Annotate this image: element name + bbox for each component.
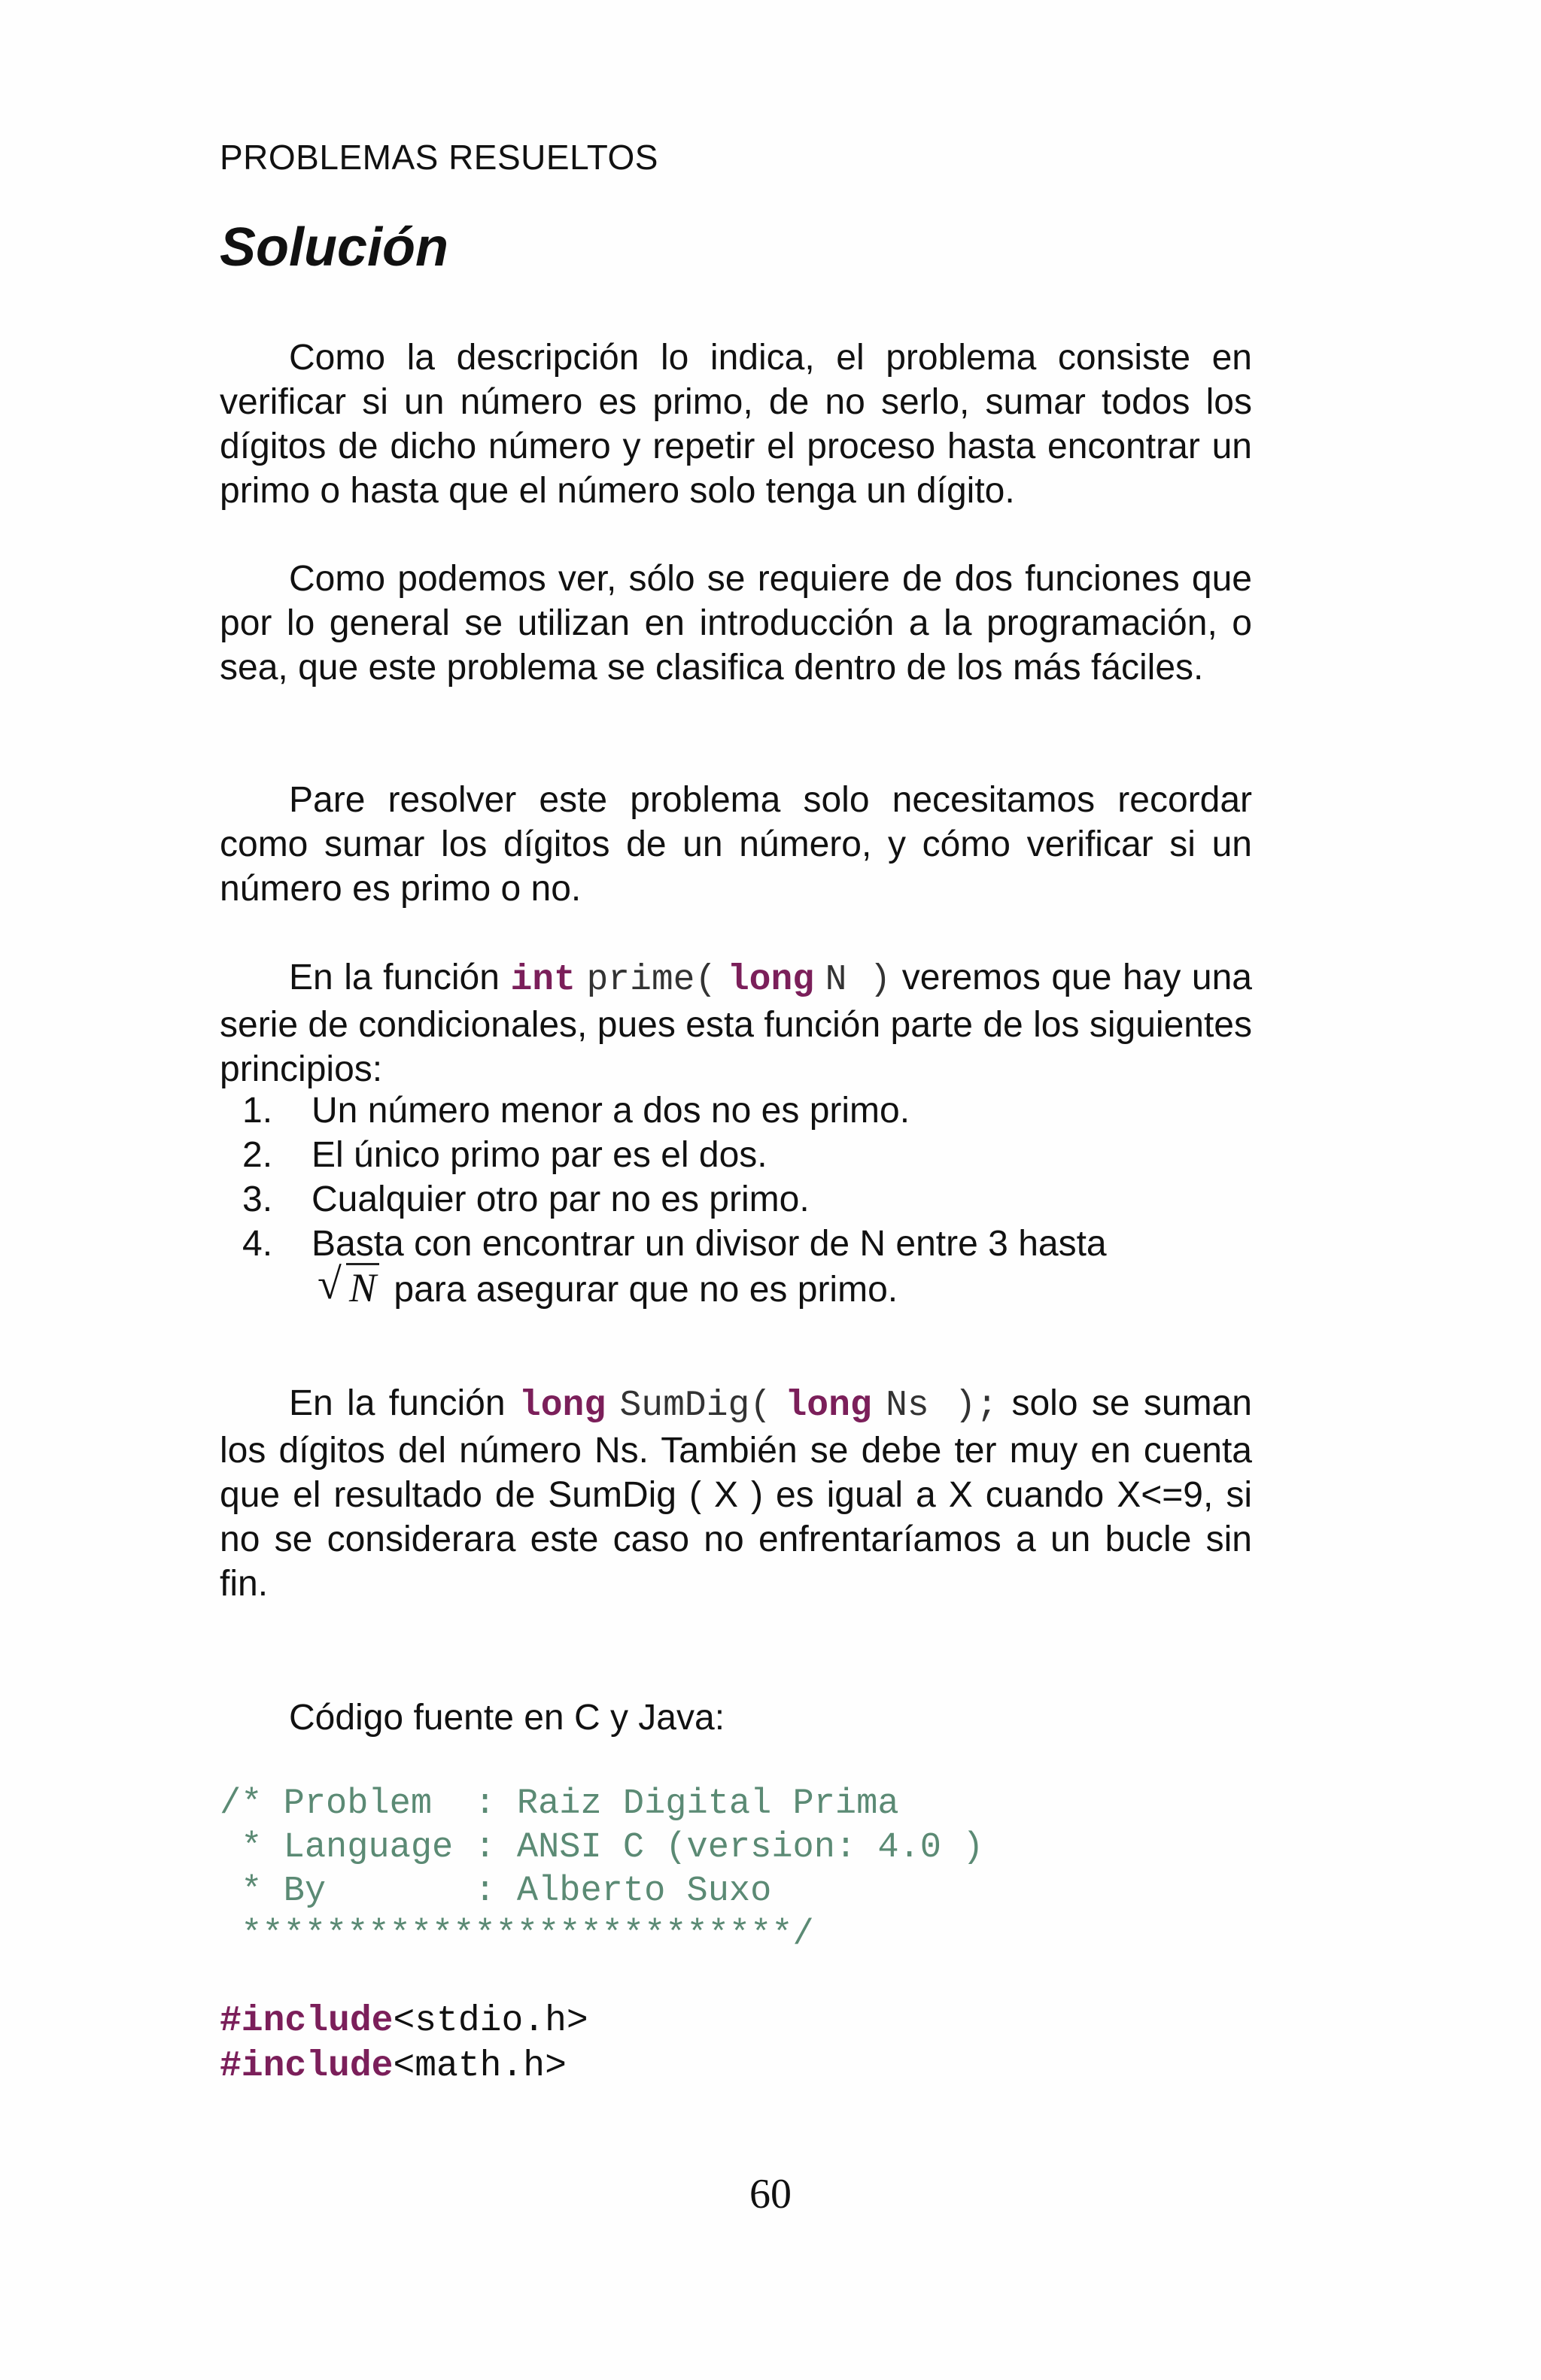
running-header: PROBLEMAS RESUELTOS (220, 138, 658, 177)
include-line-2: #include<math.h> (220, 2046, 567, 2087)
list-item: 1. Un número menor a dos no es primo. (242, 1091, 910, 1131)
list-item: 4. Basta con encontrar un divisor de N entre 3 hasta √ N para asegurar que no es primo. (242, 1224, 1107, 1310)
code-keyword: long (727, 960, 815, 1000)
paragraph-4 (220, 955, 1252, 1091)
code-comment-block: /* Problem : Raiz Digital Prima * Language : ANSI C (version: 4.0 ) * By : Alberto Suxo **************************/ (220, 1784, 984, 1955)
include-line-1: #include<stdio.h> (220, 2001, 588, 2042)
paragraph-5-lead: En la función (289, 1383, 506, 1423)
page-number: 60 (749, 2171, 792, 2218)
paragraph-5 (220, 1381, 1252, 1606)
code-fragment: N ) (825, 960, 892, 1000)
square-root-formula: √ N (318, 1266, 379, 1310)
paragraph-5-tail: solo se suman los dígitos del número Ns. También se debe ter muy en cuenta que el resultado de SumDig ( X ) es igual a X cuando X<=9, si no se considerara este caso no enfrentaríamos a un bucle sin fin. (220, 1383, 1253, 1604)
paragraph-4-lead: En la función (289, 958, 500, 997)
paragraph-2: Como podemos ver, sólo se requiere de dos funciones que por lo general se utilizan en introducción a la programación, o sea, que este problema se clasifica dentro de los más fáciles. (220, 559, 1252, 688)
radical-sign-icon: √ (318, 1259, 342, 1308)
principles-list (220, 1088, 1252, 1312)
paragraph-3: Pare resolver este problema solo necesitamos recordar como sumar los dígitos de un número, y cómo verificar si un número es primo o no. (220, 780, 1252, 909)
code-keyword: long (785, 1386, 872, 1426)
code-keyword: int (510, 960, 576, 1000)
list-item: 2. El único primo par es el dos. (242, 1135, 767, 1175)
code-fragment: SumDig( (619, 1386, 772, 1426)
section-title: Solución (220, 217, 448, 278)
list-item: 3. Cualquier otro par no es primo. (242, 1179, 810, 1219)
code-fragment: Ns ); (886, 1386, 998, 1426)
paragraph-1: Como la descripción lo indica, el problema consiste en verificar si un número es primo, de no serlo, sumar todos los dígitos de dicho número y repetir el proceso hasta encontrar un primo o hasta que el número solo tenga un dígito. (220, 338, 1252, 511)
code-fragment: prime( (586, 960, 717, 1000)
code-keyword: long (518, 1386, 606, 1426)
paragraph-4-tail: veremos que hay una serie de condicionales, pues esta función parte de los siguientes principios: (220, 958, 1252, 1089)
paragraph-6: Código fuente en C y Java: (289, 1698, 725, 1738)
